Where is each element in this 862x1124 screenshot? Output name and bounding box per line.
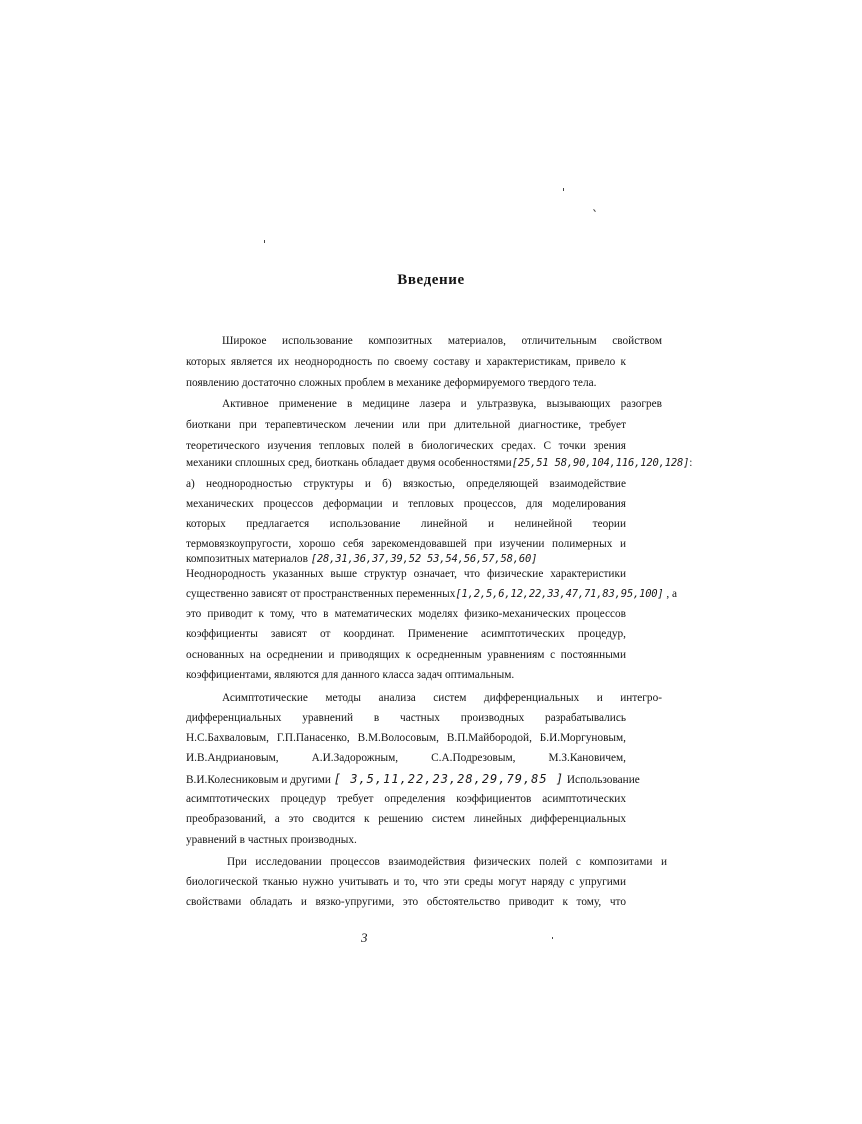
text-span: механических процессов деформации и тепловых процессов, для моделирования: [186, 498, 626, 510]
text-span: И.В.Андриановым, А.И.Задорожным, С.А.Подрезовым, М.З.Кановичем,: [186, 752, 626, 764]
scan-speck: [264, 240, 265, 243]
text-line: [186, 895, 626, 909]
text-line: [186, 477, 626, 491]
text-line: [186, 552, 626, 566]
text-line: [186, 731, 626, 745]
text-span: Широкое использование композитных материалов, отличительным свойством: [222, 335, 662, 347]
text-line: [186, 668, 626, 682]
text-span: механики сплошных сред, биоткань обладает двумя особенностями: [186, 457, 512, 469]
text-line: [186, 537, 626, 551]
text-line: [186, 875, 626, 889]
text-span: коэффициентами, являются для данного класса задач оптимальным.: [186, 669, 515, 681]
page-number: 3: [361, 930, 368, 945]
text-span: уравнений в частных производных.: [186, 834, 357, 846]
text-line: [186, 855, 667, 869]
text-span: дифференциальных уравнений в частных производных разрабатывались: [186, 712, 626, 724]
text-line: [186, 607, 626, 621]
text-line: [186, 833, 626, 847]
text-span: коэффициенты зависят от координат. Применение асимптотических процедур,: [186, 628, 626, 640]
text-line: [186, 456, 693, 470]
text-span: основанных на осреднении и приводящих к осредненным уравнениям с постоянными: [186, 649, 626, 661]
text-line: [186, 376, 626, 390]
text-span: это приводит к тому, что в математических моделях физико-механических процессов: [186, 608, 626, 620]
text-line: [186, 751, 626, 765]
text-line: [186, 792, 626, 806]
text-span: В.И.Колесниковым и другими: [186, 774, 334, 786]
text-span: которых является их неоднородность по своему составу и характеристикам, привело к: [186, 356, 626, 368]
text-span: Н.С.Бахваловым, Г.П.Панасенко, В.М.Волосовым, В.П.Майбородой, Б.И.Моргуновым,: [186, 732, 626, 744]
text-line: [186, 812, 626, 826]
text-span: Использование: [564, 774, 640, 786]
text-line: [186, 648, 626, 662]
text-span: свойствами обладать и вязко-упругими, это обстоятельство приводит к тому, что: [186, 896, 626, 908]
text-span: композитных материалов: [186, 553, 311, 565]
text-span: Неоднородность указанных выше структур означает, что физические характеристики: [186, 568, 626, 580]
text-span: которых предлагается использование линейной и нелинейной теории: [186, 518, 626, 530]
text-line: [186, 418, 626, 432]
text-line: [186, 711, 626, 725]
text-span: преобразований, а это сводится к решению систем линейных дифференциальных: [186, 813, 626, 825]
text-span: :: [689, 457, 693, 469]
text-span: существенно зависят от пространственных переменных: [186, 588, 456, 600]
text-span: При исследовании процессов взаимодействия физических полей с композитами и: [227, 856, 667, 868]
text-span: Активное применение в медицине лазера и ультразвука, вызывающих разогрев: [222, 398, 662, 410]
scan-speck: [593, 209, 596, 212]
text-line: [186, 517, 626, 531]
text-span: биологической тканью нужно учитывать и то, что эти среды могут наряду с упругими: [186, 876, 626, 888]
text-span: , а: [663, 588, 678, 600]
text-span: асимптотических процедур требует определения коэффициентов асимптотических: [186, 793, 626, 805]
scan-speck: [563, 188, 564, 191]
text-line: [186, 355, 626, 369]
text-line: [186, 397, 662, 411]
text-line: [186, 334, 662, 348]
text-span: появлению достаточно сложных проблем в механике деформируемого твердого тела.: [186, 377, 597, 389]
handwritten-citation: [ 3,5,11,22,23,28,29,79,85 ]: [333, 772, 565, 786]
text-span: теоретического изучения тепловых полей в биологических средах. С точки зрения: [186, 440, 626, 452]
handwritten-citation: [25,51 58,90,104,116,120,128]: [511, 457, 690, 469]
text-span: а) неоднородностью структуры и б) вязкостью, определяющей взаимодействие: [186, 478, 626, 490]
handwritten-citation: [1,2,5,6,12,22,33,47,71,83,95,100]: [455, 588, 664, 600]
text-span: Асимптотические методы анализа систем дифференциальных и интегро-: [222, 692, 662, 704]
text-line: [186, 567, 626, 581]
page-title: Введение: [397, 272, 465, 288]
scan-speck: [552, 937, 553, 939]
handwritten-citation: [28,31,36,37,39,52 53,54,56,57,58,60]: [310, 553, 538, 565]
text-line: [186, 627, 626, 641]
text-line: [186, 587, 678, 601]
text-span: биоткани при терапевтическом лечении или при длительной диагностике, требует: [186, 419, 626, 431]
text-line: [186, 691, 662, 705]
text-line: [186, 497, 626, 511]
text-span: термовязкоупругости, хорошо себя зарекомендовавшей при изучении полимерных и: [186, 538, 626, 550]
text-line: [186, 772, 640, 787]
text-line: [186, 439, 626, 453]
